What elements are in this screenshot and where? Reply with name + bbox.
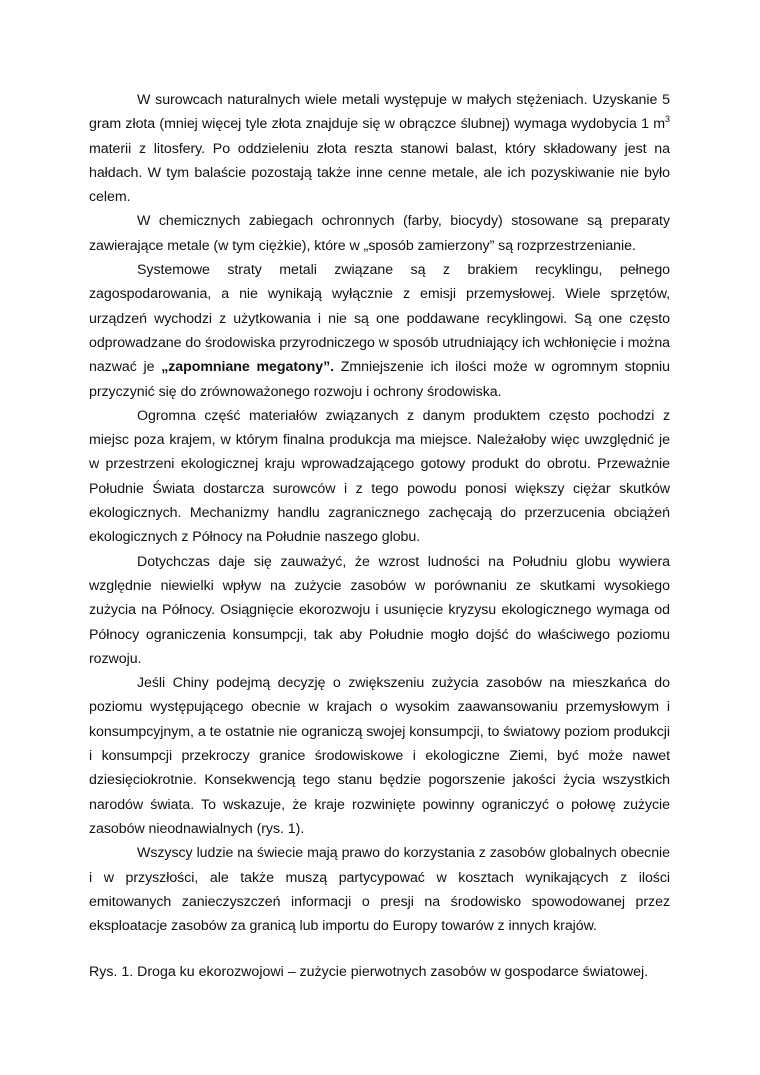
paragraph-text: Jeśli Chiny podejmą decyzję o zwiększeniu zużycia zasobów na mieszkańca do poziomu występującego obecnie w krajach o wysokim zaawansowaniu przemysłowym i konsumpcyjnym, a te ostatnie nie ograniczą swojej konsumpcji, to światowy poziom produkcji i konsumpcji przekroczy granice środowiskowe i ekologiczne Ziemi, być może nawet dziesięciokrotnie. Konsekwencją tego stanu będzie pogorszenie jakości życia wszystkich narodów świata. To wskazuje, że kraje rozwinięte powinny ograniczyć o połowę zużycie zasobów nieodnawialnych (rys. 1). bbox=[89, 675, 670, 837]
paragraph-global-resources bbox=[89, 841, 670, 938]
paragraph-text: materii z litosfery. Po oddzieleniu złota reszta stanowi balast, który składowany jest na hałdach. W tym balaście pozostają także inne cenne metale, ale ich pozyskiwanie nie było celem. bbox=[89, 140, 670, 206]
paragraph-chemical-treatments bbox=[89, 209, 670, 258]
paragraph-population-growth bbox=[89, 550, 670, 671]
bold-term-forgotten-megatons: „zapomniane megatony”. bbox=[161, 359, 335, 376]
paragraph-text: W chemicznych zabiegach ochronnych (farby, biocydy) stosowane są preparaty zawierające metale (w tym ciężkie), które w „sposób zamierzony” są rozprzestrzenianie. bbox=[89, 213, 670, 254]
paragraph-gold-extraction bbox=[89, 88, 670, 209]
paragraph-materials-abroad bbox=[89, 404, 670, 550]
paragraph-china bbox=[89, 671, 670, 841]
paragraph-systemic-losses bbox=[89, 258, 670, 404]
figure-caption: Rys. 1. Droga ku ekorozwojowi – zużycie pierwotnych zasobów w gospodarce światowej. bbox=[89, 964, 649, 981]
paragraph-text: Wszyscy ludzie na świecie mają prawo do korzystania z zasobów globalnych obecnie i w przyszłości, ale także muszą partycypować w kosztach wynikających z ilości emitowanych zanieczyszczeń informacji o presji na środowisko spowodowanej przez eksploatacje zasobów za granicą lub importu do Europy towarów z innych krajów. bbox=[89, 845, 670, 935]
paragraph-text: Ogromna część materiałów związanych z danym produktem często pochodzi z miejsc poza krajem, w którym finalna produkcja ma miejsce. Należałoby więc uwzględnić je w przestrzeni ekologicznej kraju wprowadzającego gotowy produkt do obrotu. Przeważnie Południe Świata dostarcza surowców i z tego powodu ponosi większy ciężar skutków ekologicznych. Mechanizmy handlu zagranicznego zachęcają do przerzucenia obciążeń ekologicznych z Północy na Południe naszego globu. bbox=[89, 407, 670, 546]
document-page bbox=[89, 88, 670, 985]
paragraph-text: Dotychczas daje się zauważyć, że wzrost ludności na Południu globu wywiera względnie niewielki wpływ na zużycie zasobów w porównaniu ze skutkami wysokiego zużycia na Północy. Osiągnięcie ekorozwoju i usunięcie kryzysu ekologicznego wymaga od Północy ograniczenia konsumpcji, tak aby Południe mogło dojść do właściwego poziomu rozwoju. bbox=[89, 553, 670, 667]
paragraph-text: Zmniejszenie ich ilości może w ogromnym stopniu przyczynić się do zrównoważonego rozwoju i ochrony środowiska. bbox=[89, 359, 671, 400]
paragraph-text: Systemowe straty metali związane są z brakiem recyklingu, pełnego zagospodarowania, a nie wynikają wyłącznie z emisji przemysłowej. Wiele sprzętów, urządzeń wychodzi z użytkowania i nie są one poddawane recyklingowi. Są one często odprowadzane do środowiska przyrodniczego w sposób utrudniający ich wchłonięcie i można nazwać je bbox=[89, 262, 670, 376]
paragraph-text: W surowcach naturalnych wiele metali występuje w małych stężeniach. Uzyskanie 5 gram złota (mniej więcej tyle złota znajduje się w obrączce ślubnej) wymaga wydobycia 1 m bbox=[89, 92, 670, 133]
superscript-cubic: 3 bbox=[665, 113, 670, 124]
